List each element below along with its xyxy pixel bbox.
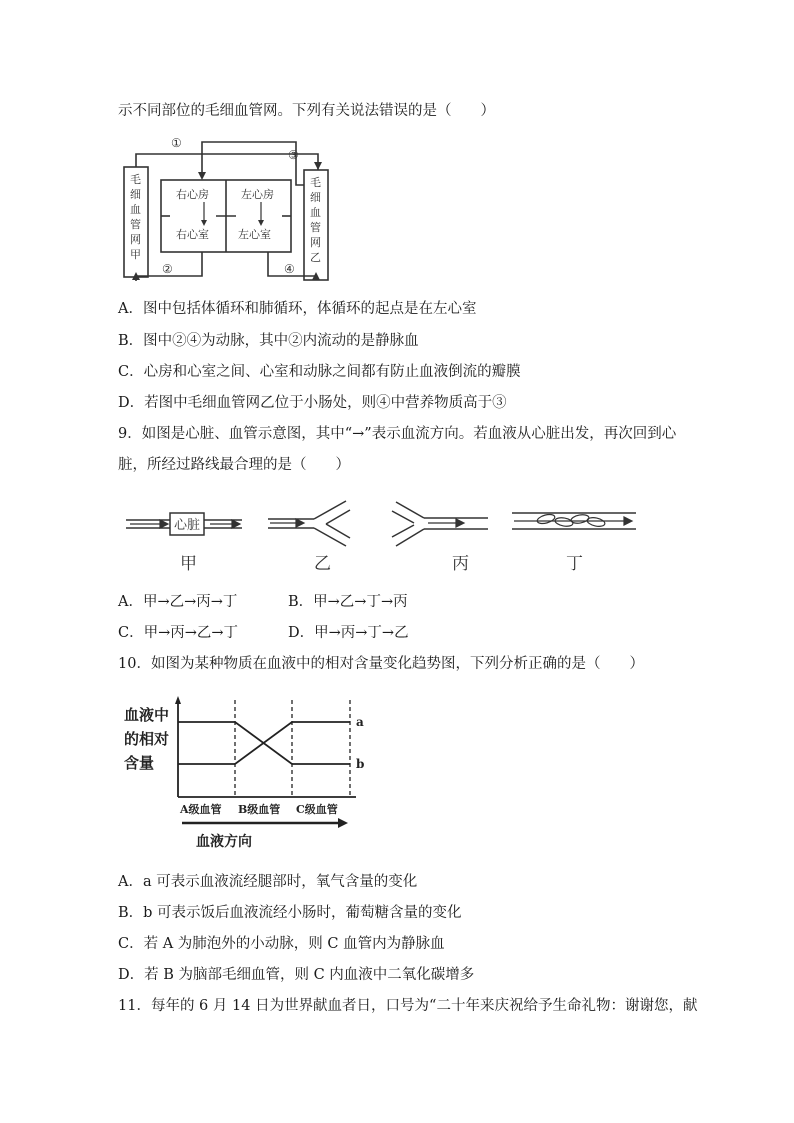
left-ventricle-label: 左心室 bbox=[238, 228, 271, 241]
q9-option-b: B．甲→乙→丁→丙 bbox=[288, 594, 408, 610]
vessel-4-label: ④ bbox=[284, 262, 295, 276]
q10-option-b: B．b 可表示饭后血液流经小肠时，葡萄糖含量的变化 bbox=[118, 905, 462, 921]
vessel-b-label: B级血管 bbox=[238, 803, 281, 816]
vessel-2-label: ② bbox=[162, 262, 173, 276]
net-jia-char-4: 网 bbox=[130, 233, 141, 246]
q10-option-a: A．a 可表示血液流经腿部时，氧气含量的变化 bbox=[118, 874, 418, 890]
net-jia-char-5: 甲 bbox=[130, 248, 141, 261]
q10-option-d: D．若 B 为脑部毛细血管，则 C 内血液中二氧化碳增多 bbox=[118, 967, 475, 983]
ylabel-line2: 的相对 bbox=[124, 730, 170, 748]
heart-label: 心脏 bbox=[174, 518, 201, 533]
right-ventricle-label: 右心室 bbox=[176, 228, 209, 241]
q8-stem-tail: 示不同部位的毛细血管网。下列有关说法错误的是（ ） bbox=[118, 103, 495, 119]
ylabel-line1: 血液中 bbox=[124, 706, 170, 724]
q9-option-d: D．甲→丙→丁→乙 bbox=[288, 625, 409, 641]
label-ding: 丁 bbox=[566, 554, 583, 574]
net-jia-char-1: 细 bbox=[130, 188, 141, 201]
q8-option-d: D．若图中毛细血管网乙位于小肠处，则④中营养物质高于③ bbox=[118, 395, 507, 411]
q8-option-c: C．心房和心室之间、心室和动脉之间都有防止血液倒流的瓣膜 bbox=[118, 364, 521, 380]
line-b bbox=[178, 722, 350, 764]
line-a-label: a bbox=[356, 715, 364, 729]
q9-option-c: C．甲→丙→乙→丁 bbox=[118, 625, 239, 641]
left-atrium-label: 左心房 bbox=[241, 188, 274, 201]
right-atrium-label: 右心房 bbox=[176, 188, 209, 201]
q9-option-a: A．甲→乙→丙→丁 bbox=[118, 594, 238, 610]
q8-option-b: B．图中②④为动脉，其中②内流动的是静脉血 bbox=[118, 333, 419, 349]
net-yi-char-4: 网 bbox=[310, 236, 321, 249]
vessel-c-label: C级血管 bbox=[296, 803, 338, 816]
net-jia-char-3: 管 bbox=[130, 218, 141, 231]
net-yi-char-1: 细 bbox=[310, 191, 321, 204]
label-jia: 甲 bbox=[180, 554, 197, 574]
q8-option-a: A．图中包括体循环和肺循环，体循环的起点是在左心室 bbox=[118, 301, 477, 317]
label-bing: 丙 bbox=[452, 554, 469, 574]
circulation-diagram bbox=[118, 130, 336, 282]
net-yi-char-5: 乙 bbox=[310, 251, 321, 264]
q10-option-c: C．若 A 为肺泡外的小动脉，则 C 血管内为静脉血 bbox=[118, 936, 445, 952]
direction-label: 血液方向 bbox=[196, 834, 252, 850]
net-jia-char-2: 血 bbox=[130, 203, 141, 216]
content-trend-graph bbox=[118, 692, 368, 854]
q10-stem: 10．如图为某种物质在血液中的相对含量变化趋势图，下列分析正确的是（ ） bbox=[118, 656, 644, 672]
line-b-label: b bbox=[356, 757, 365, 771]
label-yi: 乙 bbox=[314, 554, 331, 574]
net-yi-char-3: 管 bbox=[310, 221, 321, 234]
q9-stem-line2: 脏，所经过路线最合理的是（ ） bbox=[118, 457, 350, 473]
net-jia-char-0: 毛 bbox=[130, 173, 141, 186]
net-yi-char-0: 毛 bbox=[310, 176, 321, 189]
ylabel-line3: 含量 bbox=[124, 754, 155, 772]
vessel-1-label: ① bbox=[171, 136, 182, 150]
net-yi-char-2: 血 bbox=[310, 206, 321, 219]
vessel-diagram bbox=[118, 492, 648, 576]
vessel-a-label: A级血管 bbox=[180, 803, 222, 816]
q9-stem-line1: 9．如图是心脏、血管示意图，其中“→”表示血流方向。若血液从心脏出发，再次回到心 bbox=[118, 426, 677, 442]
q11-stem: 11．每年的 6 月 14 日为世界献血者日，口号为“二十年来庆祝给予生命礼物：谢谢您，献 bbox=[118, 998, 698, 1014]
vessel-3-label: ③ bbox=[288, 148, 299, 162]
